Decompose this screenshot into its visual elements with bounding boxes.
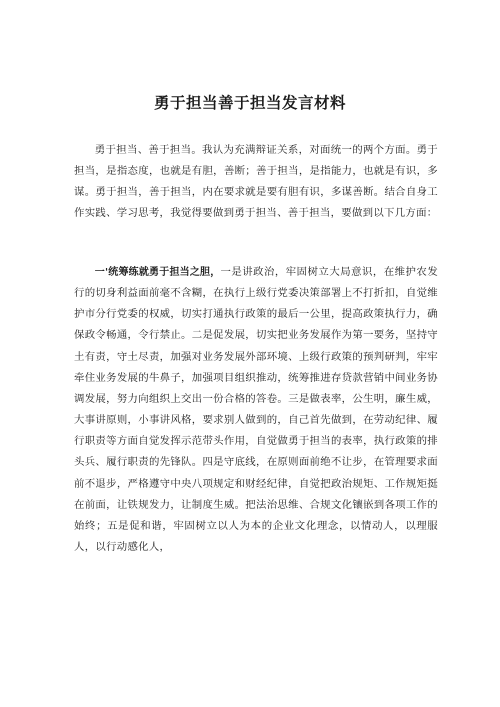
section-one-lead-in: 一'统筹练就勇于担当之胆， (94, 267, 221, 278)
paragraph-intro-text: 勇于担当、善于担当。我认为充满辩证关系，对面统一的两个方面。勇于担当，是指态度，也就是有胆，善断；善于担当，是指能力，也就是有识，多谋。勇于担当，善于担当，内在要求就是要有胆有识，多谋善断。结合自身工作实践、学习思考，我觉得要做到勇于担当、善于担当，要做到以下几方面： (74, 144, 438, 220)
document-title: 勇于担当善于担当发言材料 (153, 94, 346, 112)
paragraph-section-one (74, 262, 438, 558)
paragraph-section-one-text: 一是讲政治，牢固树立大局意识，在维护农发行的切身利益面前毫不含糊，在执行上级行党委决策部署上不打折扣，自觉维护市分行党委的权威，切实打通执行政策的最后一公里，提高政策执行力，确保政令畅通，令行禁止。二是促发展，切实把业务发展作为第一要务，坚持守土有责，守土尽责，加强对业务发展外部环境、上级行政策的预判研判，牢牢牵住业务发展的牛鼻子，加强项目组织推动，统筹推进存贷款营销中间业务协调发展，努力向组织上交出一份合格的答卷。三是做表率，公生明，廉生威，大事讲原则，小事讲风格，要求别人做到的，自己首先做到，在劳动纪律、履行职责等方面自觉发挥示范带头作用，自觉做勇于担当的表率，执行政策的排头兵、履行职责的先锋队。四是守底线，在原则面前绝不让步，在管理要求面前不退步，严格遵守中央八项规定和财经纪律，自觉把政治规矩、工作规矩挺在前面，让铁规发力，让制度生威。把法治思维、合规文化镶嵌到各项工作的始终；五是促和谐，牢固树立以人为本的企业文化理念，以情动人，以理服人，以行动感化人， (74, 266, 439, 554)
paragraph-intro (74, 140, 438, 225)
